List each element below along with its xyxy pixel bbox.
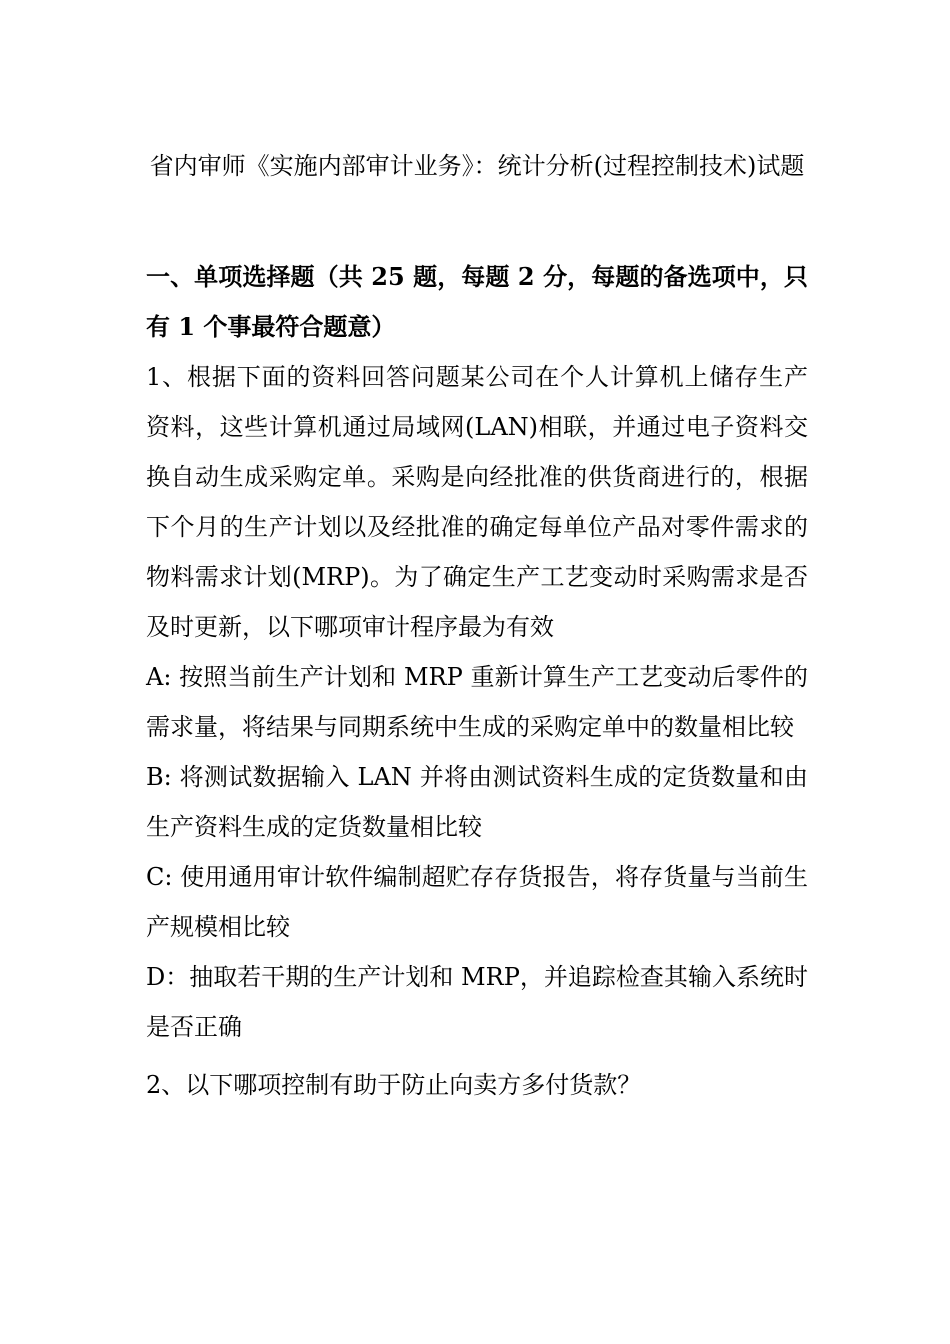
question-1 xyxy=(146,352,808,1052)
question-2 xyxy=(146,1060,808,1110)
option-c: C: 使用通用审计软件编制超贮存存货报告，将存货量与当前生产规模相比较 xyxy=(146,863,808,941)
question-2-stem: 2、以下哪项控制有助于防止向卖方多付货款？ xyxy=(146,1071,642,1099)
option-b: B: 将测试数据输入 LAN 并将由测试资料生成的定货数量和由生产资料生成的定货数量相比较 xyxy=(146,763,808,841)
question-1-stem: 1、根据下面的资料回答问题某公司在个人计算机上储存生产资料，这些计算机通过局域网(LAN)相联，并通过电子资料交换自动生成采购定单。采购是向经批准的供货商进行的，根据下个月的生产计划以及经批准的确定每单位产品对零件需求的物料需求计划(MRP)。为了确定生产工艺变动时采购需求是否及时更新，以下哪项审计程序最为有效 xyxy=(146,363,808,641)
document-page xyxy=(146,140,808,1110)
document-title: 省内审师《实施内部审计业务》：统计分析(过程控制技术)试题 xyxy=(149,152,805,180)
option-d: D：抽取若干期的生产计划和 MRP，并追踪检查其输入系统时是否正确 xyxy=(146,963,808,1041)
option-a: A: 按照当前生产计划和 MRP 重新计算生产工艺变动后零件的需求量，将结果与同期系统中生成的采购定单中的数量相比较 xyxy=(146,663,808,741)
section-heading: 一、单项选择题（共 25 题，每题 2 分，每题的备选项中，只有 1 个事最符合题意） xyxy=(146,262,808,341)
